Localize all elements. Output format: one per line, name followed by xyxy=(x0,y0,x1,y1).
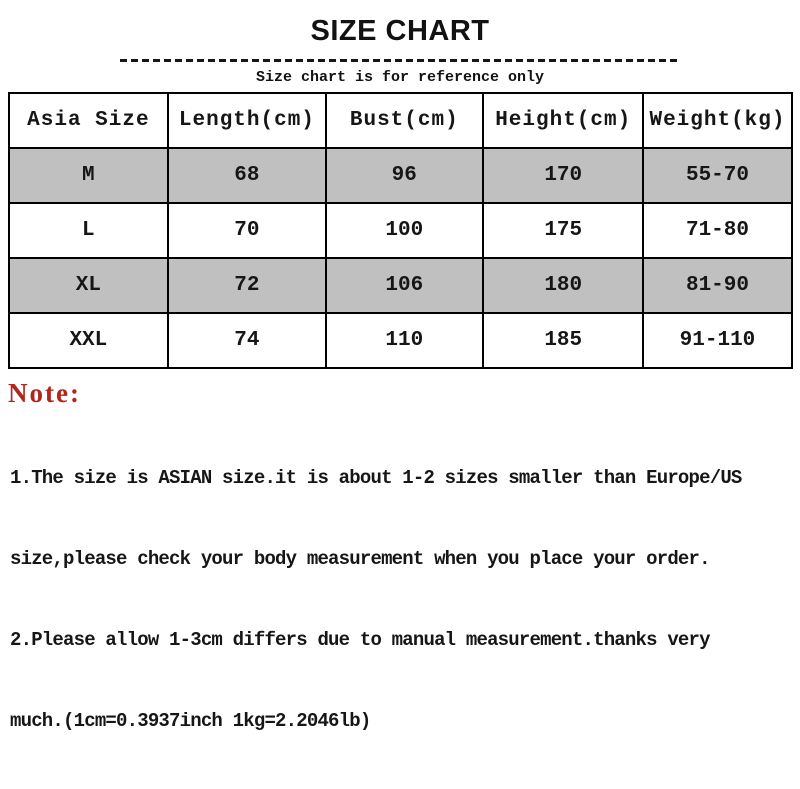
cell-length: 72 xyxy=(168,258,325,313)
col-header-bust: Bust(cm) xyxy=(326,93,483,148)
col-header-asia-size: Asia Size xyxy=(9,93,169,148)
col-header-height: Height(cm) xyxy=(483,93,644,148)
cell-length: 68 xyxy=(168,148,325,203)
col-header-length: Length(cm) xyxy=(168,93,325,148)
cell-bust: 110 xyxy=(326,313,483,368)
note-text xyxy=(10,411,800,789)
note-line-2: size,please check your body measurement when you place your order. xyxy=(10,548,710,570)
cell-height: 175 xyxy=(483,203,644,258)
cell-bust: 106 xyxy=(326,258,483,313)
dashed-divider xyxy=(120,59,680,62)
cell-asia-size: XXL xyxy=(9,313,169,368)
size-table xyxy=(8,92,793,369)
cell-height: 170 xyxy=(483,148,644,203)
reference-subtitle: Size chart is for reference only xyxy=(255,69,545,86)
table-row-m xyxy=(9,148,792,203)
cell-bust: 100 xyxy=(326,203,483,258)
table-row-xxl xyxy=(9,313,792,368)
cell-height: 185 xyxy=(483,313,644,368)
size-chart-page xyxy=(0,15,800,732)
cell-asia-size: M xyxy=(9,148,169,203)
cell-height: 180 xyxy=(483,258,644,313)
cell-asia-size: L xyxy=(9,203,169,258)
table-row-l xyxy=(9,203,792,258)
cell-length: 74 xyxy=(168,313,325,368)
cell-asia-size: XL xyxy=(9,258,169,313)
cell-weight: 55-70 xyxy=(643,148,791,203)
cell-length: 70 xyxy=(168,203,325,258)
note-line-4: much.(1cm=0.3937inch 1kg=2.2046lb) xyxy=(10,710,371,732)
cell-weight: 71-80 xyxy=(643,203,791,258)
cell-bust: 96 xyxy=(326,148,483,203)
cell-weight: 81-90 xyxy=(643,258,791,313)
table-header-row xyxy=(9,93,792,148)
page-title: SIZE CHART xyxy=(310,15,490,47)
note-line-3: 2.Please allow 1-3cm differs due to manual measurement.thanks very xyxy=(10,629,710,651)
table-row-xl xyxy=(9,258,792,313)
cell-weight: 91-110 xyxy=(643,313,791,368)
note-line-1: 1.The size is ASIAN size.it is about 1-2 sizes smaller than Europe/US xyxy=(10,467,742,489)
note-label: Note: xyxy=(8,378,81,408)
col-header-weight: Weight(kg) xyxy=(643,93,791,148)
